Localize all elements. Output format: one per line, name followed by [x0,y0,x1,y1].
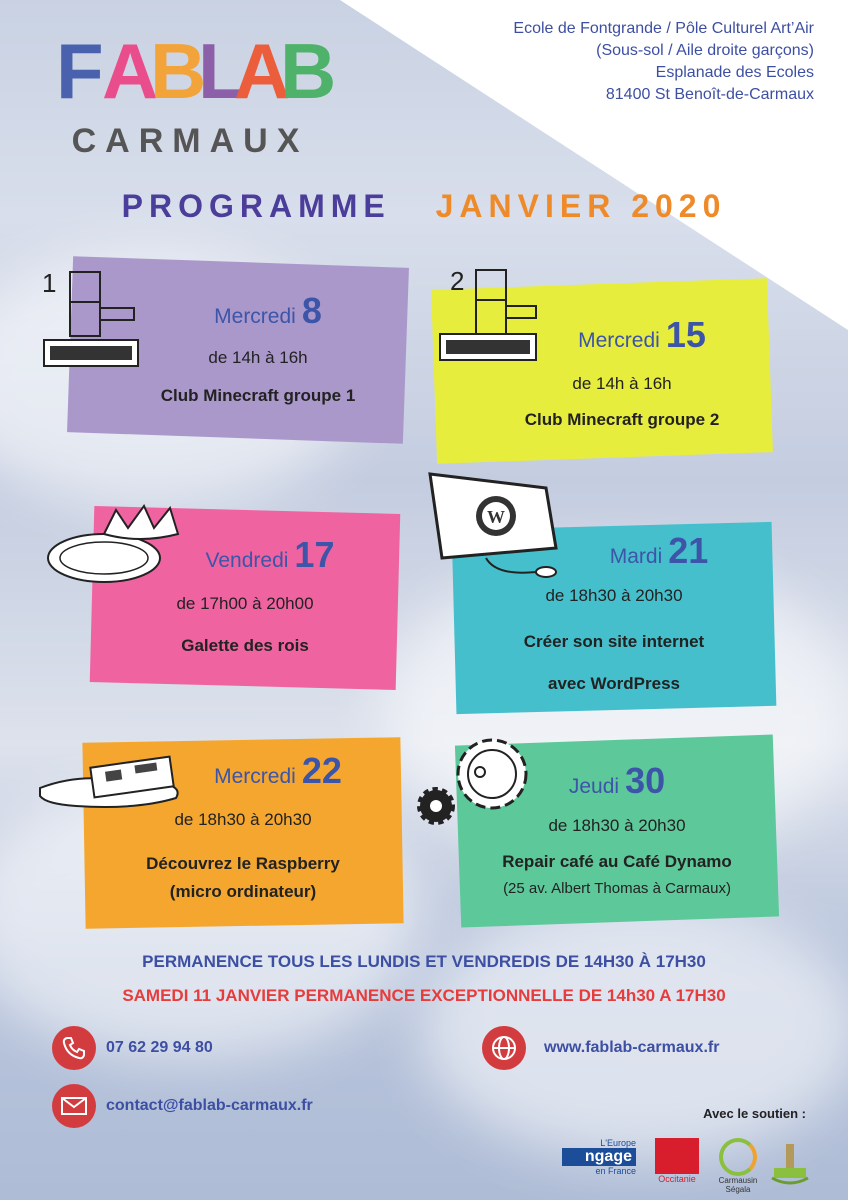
address-line: Ecole de Fontgrande / Pôle Culturel Art’Air [513,20,814,37]
event-time: de 14h à 16h [572,374,672,393]
event-weekday: Mercredi [214,765,296,788]
globe-icon [482,1026,526,1070]
fablab-logo-letters [54,27,337,115]
sponsor-text: ngage [562,1148,636,1166]
exceptional-permanence-text: SAMEDI 11 JANVIER PERMANENCE EXCEPTIONNELLE DE 14h30 A 17H30 [122,986,726,1005]
event-time: de 18h30 à 20h30 [174,810,312,829]
event-day-number: 21 [668,530,709,571]
support-label: Avec le soutien : [703,1106,806,1121]
occitanie-cross-icon [655,1138,699,1174]
event-time: de 17h00 à 20h00 [176,594,314,613]
logo-subtitle: CARMAUX [71,122,309,160]
event-day-number: 30 [625,760,666,801]
event-weekday: Jeudi [568,775,620,798]
fablab-logo [54,27,337,160]
event-day-number: 17 [294,534,335,575]
sponsor-text: Occitanie [658,1174,696,1184]
event-weekday: Vendredi [205,549,289,572]
logo-letter-b: B [150,27,207,115]
event-description: (micro ordinateur) [169,882,317,901]
event-weekday: Mercredi [214,305,296,328]
minecraft-group-badge: 1 [42,268,57,298]
address-block [454,18,814,106]
minecraft-icon [436,266,540,370]
event-description: Découvrez le Raspberry [146,854,340,873]
sponsor-text: Ségala [725,1185,751,1194]
event-day-number: 8 [301,290,322,331]
svg-text:W: W [487,507,505,527]
galette-icon [44,504,194,588]
sponsor-europe-logo [562,1138,636,1190]
event-description: Créer son site internet [523,632,705,651]
phone-contact[interactable] [52,1026,213,1070]
carmausin-circle-icon [719,1138,757,1176]
phone-number: 07 62 29 94 80 [106,1039,213,1056]
title-programme: PROGRAMME [121,188,391,224]
website-contact[interactable] [482,1026,719,1070]
logo-letter-a2: A [234,27,291,115]
page-title [0,188,848,225]
event-description: avec WordPress [548,674,680,693]
logo-letter-b2: B [280,27,337,115]
mail-icon [52,1084,96,1128]
sponsor-text: Carmausin [718,1176,758,1185]
gears-icon [414,728,538,832]
event-weekday: Mardi [609,545,663,568]
computer-icon [426,468,562,580]
sponsor-town-logo [770,1138,812,1190]
sponsor-text: L'Europe [600,1138,636,1148]
event-time: de 18h30 à 20h30 [545,586,683,605]
logo-letter-f: F [56,27,104,115]
town-emblem-icon [770,1138,810,1188]
sponsor-text: en France [595,1166,636,1176]
email-contact[interactable] [52,1084,313,1128]
email-address: contact@fablab-carmaux.fr [106,1097,313,1114]
title-month: JANVIER 2020 [435,188,727,224]
website-url: www.fablab-carmaux.fr [544,1039,720,1056]
event-note: (25 av. Albert Thomas à Carmaux) [503,880,731,897]
address-line: Esplanade des Ecoles [655,64,814,81]
event-description: Repair café au Café Dynamo [502,852,732,871]
event-day-number: 22 [301,750,342,791]
minecraft-group-badge: 2 [450,266,465,296]
logo-letter-a: A [102,27,159,115]
event-day-number: 15 [665,314,706,355]
phone-icon [52,1026,96,1070]
minecraft-icon [40,268,140,372]
event-weekday: Mercredi [578,329,660,352]
event-description: Club Minecraft groupe 2 [524,410,720,429]
event-description: Galette des rois [181,636,309,655]
permanence-text: PERMANENCE TOUS LES LUNDIS ET VENDREDIS DE 14H30 À 17H30 [142,952,706,971]
event-time: de 18h30 à 20h30 [548,816,686,835]
sponsor-occitanie-logo [652,1138,702,1190]
event-time: de 14h à 16h [208,348,308,367]
logo-letter-l: L [198,27,246,115]
raspberry-hand-icon [36,744,186,814]
sponsor-carmausin-logo [712,1138,764,1194]
event-description: Club Minecraft groupe 1 [160,386,356,405]
address-line: 81400 St Benoît-de-Carmaux [605,86,814,103]
address-line: (Sous-sol / Aile droite garçons) [596,42,814,59]
